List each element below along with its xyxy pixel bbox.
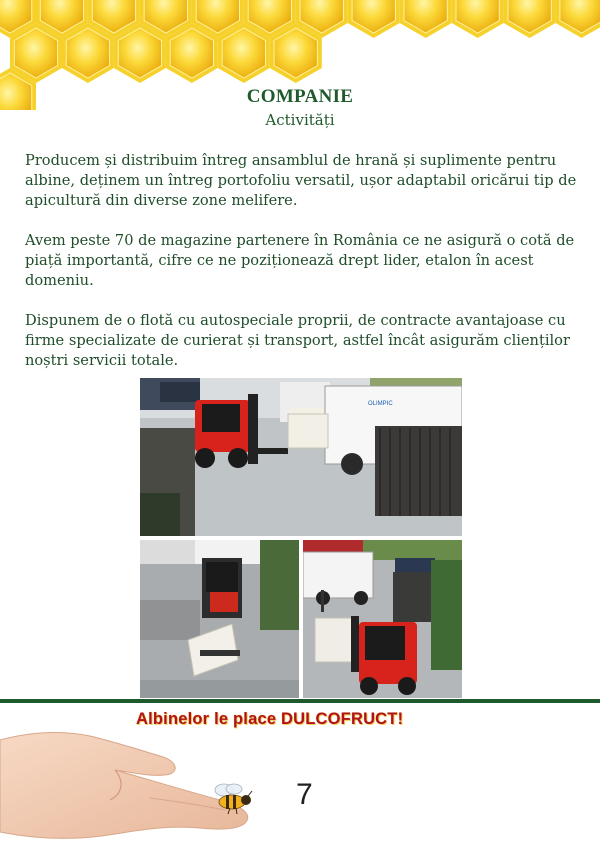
paragraph-fleet: Dispunem de o flotă cu autospeciale proprii, de contracte avantajoase cu firme specializate de curierat și transport, astfel încât asigurăm clienților noștri servicii totale. — [25, 312, 570, 369]
body-text — [25, 151, 577, 391]
page-heading — [0, 86, 600, 129]
photo-forklift-pallet — [140, 540, 299, 698]
bee-icon — [210, 782, 254, 816]
page-title: COMPANIE — [246, 86, 354, 107]
photo-forklift-van — [303, 540, 462, 698]
van-lettering: OLIMPIC — [368, 401, 393, 407]
photo-forklift-yard — [140, 378, 462, 536]
page-subtitle: Activități — [265, 111, 335, 129]
slogan: Albinelor le place DULCOFRUCT! — [136, 710, 404, 728]
footer-divider — [0, 699, 600, 703]
photo-collage — [140, 378, 462, 698]
paragraph-stores: Avem peste 70 de magazine partenere în România ce ne asigură o cotă de piață importantă, cifre ce ne poziționează drept lider, etalon în acest domeniu. — [25, 232, 575, 289]
paragraph-products: Producem și distribuim întreg ansamblul de hrană și suplimente pentru albine, deținem un întreg portofoliu versatil, ușor adaptabil oricărui tip de apicultură din diverse zone melifere. — [25, 152, 577, 209]
page-number: 7 — [296, 778, 313, 811]
